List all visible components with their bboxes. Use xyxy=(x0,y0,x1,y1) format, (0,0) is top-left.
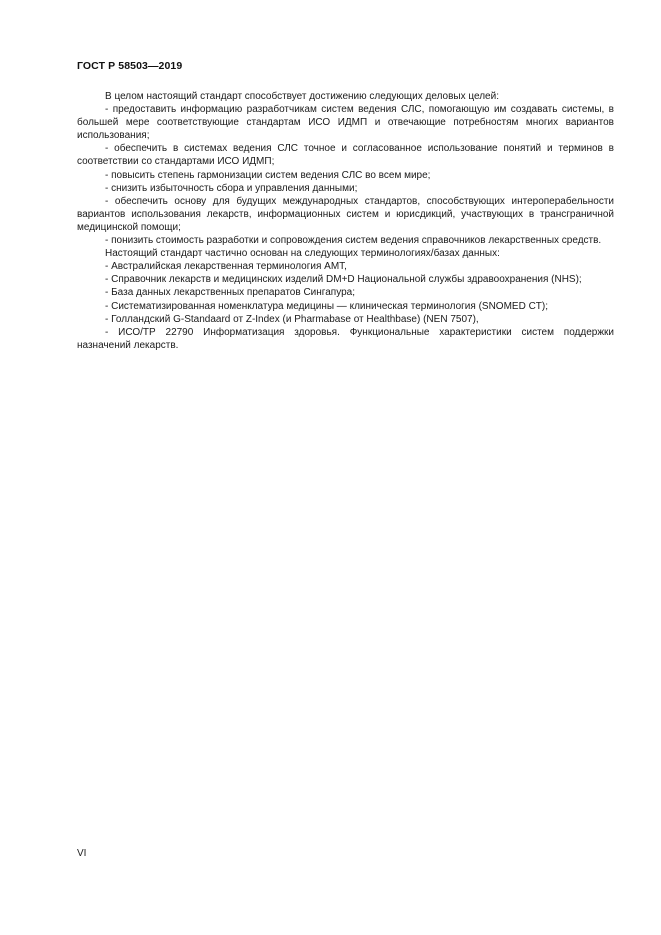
page-number: VI xyxy=(77,848,87,859)
body-paragraph-intro: В целом настоящий стандарт способствует достижению следующих деловых целей: xyxy=(105,91,499,102)
list-item-goal-4: - снизить избыточность сбора и управления данными; xyxy=(105,182,358,194)
list-item-goal-1: - предоставить информацию разработчикам систем ведения СЛС, помогающую им создавать системы, в большей мере соответствующие стандартам ИСО ИДМП и отвечающие потребностям многих вариантов использования; xyxy=(77,104,614,142)
document-body xyxy=(77,90,614,352)
list-item-goal-5: - обеспечить основу для будущих международных стандартов, способствующих интероперабельности вариантов использования лекарств, информационных систем и юрисдикций, участвующих в трансграничной медицинской помощи; xyxy=(77,195,614,233)
list-item-source-4: - Систематизированная номенклатура медицины — клиническая терминология (SNOMED CT); xyxy=(105,300,549,312)
list-item-goal-3: - повысить степень гармонизации систем ведения СЛС во всем мире; xyxy=(105,169,431,181)
list-item-source-1: - Австралийская лекарственная терминология АМТ, xyxy=(105,261,347,273)
list-item-goal-2: - обеспечить в системах ведения СЛС точное и согласованное использование понятий и терминов в соответствии со стандартами ИСО ИДМП; xyxy=(77,143,614,168)
list-item-source-2: - Справочник лекарств и медицинских изделий DM+D Национальной службы здравоохранения (NHS); xyxy=(105,274,582,286)
list-item-source-6: - ИСО/ТР 22790 Информатизация здоровья. Функциональные характеристики систем поддержки назначений лекарств. xyxy=(77,326,614,351)
list-item-goal-6: - понизить стоимость разработки и сопровождения систем ведения справочников лекарственных средств. xyxy=(105,235,602,247)
list-item-source-3: - База данных лекарственных препаратов Сингапура; xyxy=(105,287,355,299)
list-item-source-5: - Голландский G-Standaard от Z-Index (и Pharmabase от Healthbase) (NEN 7507), xyxy=(105,313,479,325)
body-paragraph-sources: Настоящий стандарт частично основан на следующих терминологиях/базах данных: xyxy=(105,248,500,260)
page-header-title: ГОСТ Р 58503—2019 xyxy=(77,60,183,72)
